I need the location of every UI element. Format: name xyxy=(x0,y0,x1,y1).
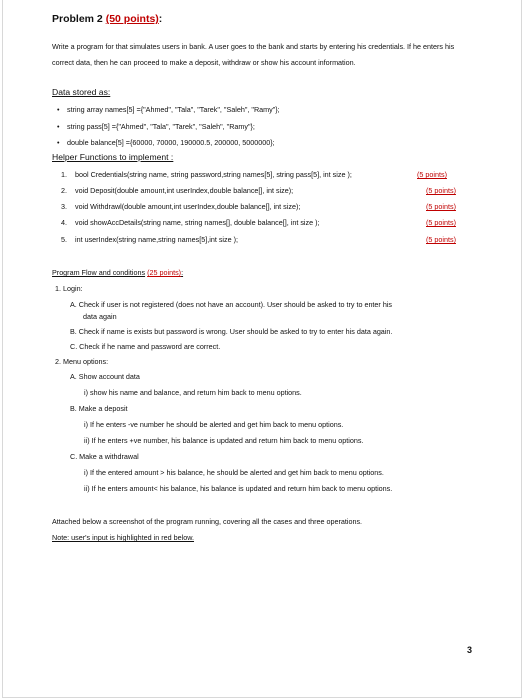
helper-item: 2. void Deposit(double amount,int userIndex,double balance[], int size); xyxy=(61,186,294,195)
problem-title xyxy=(52,13,162,25)
intro-paragraph: Write a program for that simulates users in bank. A user goes to the bank and starts by entering his credentials. If he enters his correct data, then he can proceed to make a deposit, withdraw or show his account information. xyxy=(52,42,455,67)
flow-menu-b-ii: ii) If he enters +ve number, his balance is updated and return him back to menu options. xyxy=(84,436,364,445)
flow-login-a-cont: data again xyxy=(83,312,117,321)
helper-points: (5 points) xyxy=(417,170,447,179)
data-stored-heading: Data stored as: xyxy=(52,87,111,97)
flow-menu-c-i: i) If the entered amount > his balance, he should be alerted and get him back to menu options. xyxy=(84,468,384,477)
page-number: 3 xyxy=(467,645,473,655)
flow-menu-a: A. Show account data xyxy=(70,372,140,381)
helper-item: 4. void showAccDetails(string name, string names[], double balance[], int size ); xyxy=(61,218,320,227)
helper-points: (5 points) xyxy=(426,235,456,244)
flow-login-c: C. Check if he name and password are correct. xyxy=(70,342,221,351)
helper-item: 3. void Withdrawl(double amount,int userIndex,double balance[], int size); xyxy=(61,202,301,211)
flow-heading: Program Flow and conditions (25 points): xyxy=(52,268,184,277)
attached-text: Attached below a screenshot of the program running, covering all the cases and three operations. xyxy=(52,517,363,526)
flow-menu-c-ii: ii) If he enters amount< his balance, his balance is updated and return him back to menu options. xyxy=(84,484,393,493)
helper-item: 1. bool Credentials(string name, string password,string names[5], string pass[5], int size ); xyxy=(61,170,352,179)
helpers-heading: Helper Functions to implement : xyxy=(52,152,174,162)
helper-item: 5. int userIndex(string name,string names[5],int size ); xyxy=(61,235,238,244)
note-text: Note: user's input is highlighted in red below. xyxy=(52,533,195,542)
problem-colon: : xyxy=(158,13,163,25)
problem-title-text: Problem 2 xyxy=(52,13,103,25)
flow-menu-a-i: i) show his name and balance, and return him back to menu options. xyxy=(84,388,302,397)
data-stored-item: • string pass[5] ={"Ahmed", "Tala", "Tarek", "Saleh", "Ramy"}; xyxy=(57,119,255,134)
helper-points: (5 points) xyxy=(426,202,456,211)
helper-points: (5 points) xyxy=(426,186,456,195)
flow-menu: 2. Menu options: xyxy=(55,357,109,366)
flow-login-b: B. Check if name is exists but password is wrong. User should be asked to try to enter his data again. xyxy=(70,327,393,336)
data-stored-item: • string array names[5] ={"Ahmed", "Tala", "Tarek", "Saleh", "Ramy"}; xyxy=(57,102,280,117)
bullet-icon: • xyxy=(57,138,60,147)
flow-points: (25 points) xyxy=(147,268,182,277)
flow-menu-c: C. Make a withdrawal xyxy=(70,452,139,461)
bullet-icon: • xyxy=(57,122,60,131)
flow-login: 1. Login: xyxy=(55,284,83,293)
flow-menu-b: B. Make a deposit xyxy=(70,404,128,413)
flow-login-a: A. Check if user is not registered (does not have an account). User should be asked to try to enter his xyxy=(70,300,393,309)
flow-menu-b-i: i) If he enters -ve number he should be alerted and get him back to menu options. xyxy=(84,420,344,429)
problem-points: (50 points) xyxy=(105,13,159,25)
data-stored-item: • double balance[5] ={60000, 70000, 190000.5, 200000, 5000000}; xyxy=(57,135,275,150)
bullet-icon: • xyxy=(57,105,60,114)
helper-points: (5 points) xyxy=(426,218,456,227)
